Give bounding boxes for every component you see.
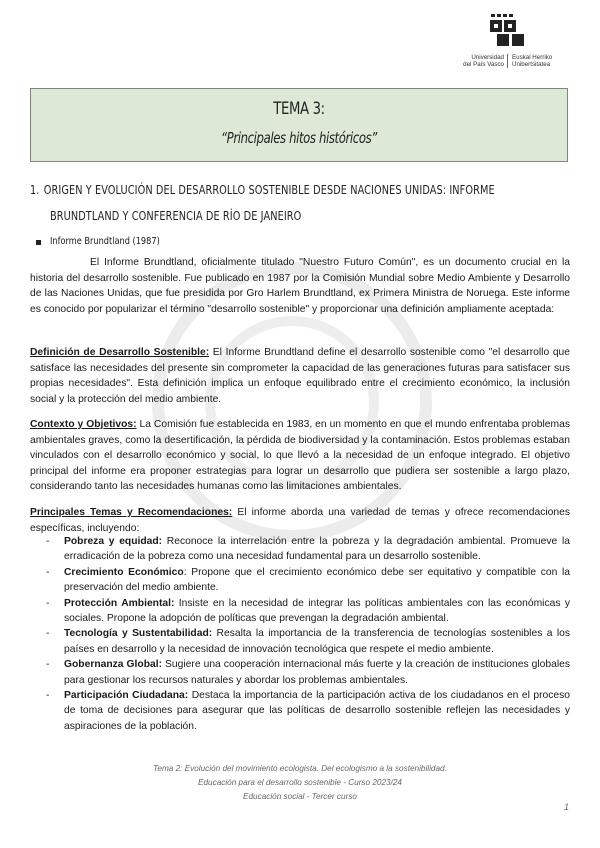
dash-bullet-icon: - xyxy=(46,628,50,640)
logo-text-eu xyxy=(512,54,568,68)
dash-bullet-icon: - xyxy=(46,690,50,702)
section-heading-line1 xyxy=(30,178,495,201)
dash-bullet-icon: - xyxy=(46,659,50,671)
intro-paragraph: El Informe Brundtland, oficialmente titulado "Nuestro Futuro Común", es un documento crucial en la historia del desarrollo sostenible. Fue publicado en 1987 por la Comisión Mundial sobre Medio Ambiente y Desarrollo de las Naciones Unidas, que fue presidida por Gro Harlem Brundtland, ex Primera Ministra de Noruega. Este informe es conocido por popularizar el término "desarrollo sostenible" y proporcionar una definición ampliamente aceptada: xyxy=(30,257,570,315)
list-item-text: : Propone que el crecimiento económico debe ser equitativo y compatible con la preservación del medio ambiente. xyxy=(64,566,570,594)
dash-bullet-icon: - xyxy=(46,566,50,578)
university-logo-icon xyxy=(488,14,528,50)
dash-bullet-icon: - xyxy=(46,536,50,547)
list-item xyxy=(30,688,570,734)
list-item-term: Protección Ambiental: xyxy=(64,597,175,609)
context-heading: Contexto y Objetivos: xyxy=(30,419,137,430)
footer-line-2: Educación para el desarrollo sostenible - Curso 2023/24 xyxy=(198,778,402,787)
list-item xyxy=(30,626,570,657)
recommendations-list xyxy=(30,534,570,734)
list-item xyxy=(30,534,570,565)
definition-text: El Informe Brundtland define el desarrollo sostenible como "el desarrollo que satisface las necesidades del presente sin comprometer la capacidad de las generaciones futuras para satisfacer sus propias necesidades". Esta definición implica un enfoque equilibrado entre el crecimiento económico, la inclusión social y la protección del medio ambiente. xyxy=(30,347,571,405)
dash-bullet-icon: - xyxy=(46,597,50,609)
topics-text: El informe aborda una variedad de temas y ofrece recomendaciones específicas, incluyendo: xyxy=(30,507,570,534)
list-item-term: Crecimiento Económico xyxy=(64,566,184,578)
square-bullet-icon xyxy=(36,240,41,245)
definition-heading: Definición de Desarrollo Sostenible: xyxy=(30,347,210,358)
logo-text-es-2: del País Vasco xyxy=(463,61,504,68)
logo-text-es xyxy=(448,54,504,68)
list-item xyxy=(30,565,570,596)
topics-heading: Principales Temas y Recomendaciones: xyxy=(30,507,233,518)
list-item-text: Destaca la importancia de la participación activa de los ciudadanos en el proceso de toma de decisiones para asegurar que las políticas de desarrollo sostenible reflejen las necesidades y aspiraciones de la población. xyxy=(64,690,571,732)
list-item-text: Reconoce la interrelación entre la pobreza y la degradación ambiental. Promueve la erradicación de la pobreza como una necesidad fundamental para un desarrollo sostenible. xyxy=(64,536,570,563)
list-item-text: Resalta la importancia de la transferencia de tecnologías sostenibles a los países en desarrollo y la necesidad de innovación tecnológica que respete el medio ambiente. xyxy=(64,628,570,655)
list-item-term: Tecnología y Sustentabilidad: xyxy=(64,628,213,640)
list-item xyxy=(30,657,570,688)
logo-divider xyxy=(507,54,508,68)
context-text: La Comisión fue establecida en 1983, en un momento en que el mundo enfrentaba problemas ambientales graves, como la desertificación, la pérdida de biodiversidad y la contaminación. Estos problemas estaban vinculados con el desarrollo económico y social, lo que llevó a la necesidad de un enfoque integrado. El objetivo principal del informe era proponer estrategias para lograr un desarrollo que pudiera ser sostenible a largo plazo, considerando tanto las necesidades humanas como las limitaciones ambientales. xyxy=(30,419,570,493)
list-item-term: Participación Ciudadana: xyxy=(64,690,189,702)
logo-text-es-1: Universidad xyxy=(471,54,504,61)
list-item xyxy=(30,596,570,627)
topics-paragraph xyxy=(30,505,570,536)
context-paragraph xyxy=(30,417,570,495)
section-number: 1. xyxy=(30,182,40,197)
university-logo xyxy=(448,14,568,74)
page-number: 1 xyxy=(564,802,570,812)
footer-line-1: Tema 2: Evolución del movimiento ecologista. Del ecologismo a la sostenibilidad. xyxy=(153,764,447,773)
logo-text-eu-1: Euskal Herriko xyxy=(512,54,553,61)
list-item-term: Gobernanza Global: xyxy=(64,659,163,671)
subsection-title: Informe Brundtland (1987) xyxy=(50,236,160,247)
footer-line-3: Educación social - Tercer curso xyxy=(243,792,357,801)
list-item-term: Pobreza y equidad: xyxy=(64,536,163,547)
section-heading-text-1: ORIGEN Y EVOLUCIÓN DEL DESARROLLO SOSTENIBLE DESDE NACIONES UNIDAS: INFORME xyxy=(43,182,495,197)
logo-text-eu-2: Unibertsitatea xyxy=(512,61,551,68)
list-item-text: Insiste en la necesidad de integrar las políticas ambientales con las económicas y sociales. Propone la adopción de políticas que prevengan la degradación ambiental. xyxy=(64,597,570,625)
section-heading-line2: BRUNDTLAND Y CONFERENCIA DE RÍO DE JANEIRO xyxy=(50,208,302,223)
title-main: TEMA 3: xyxy=(273,99,325,119)
title-subtitle: “Principales hitos históricos” xyxy=(221,129,377,147)
title-box xyxy=(30,88,568,162)
definition-paragraph xyxy=(30,345,570,407)
list-item-text: Sugiere una cooperación internacional más fuerte y la creación de instituciones globales para gestionar los recursos naturales y abordar los problemas ambientales. xyxy=(64,659,570,686)
